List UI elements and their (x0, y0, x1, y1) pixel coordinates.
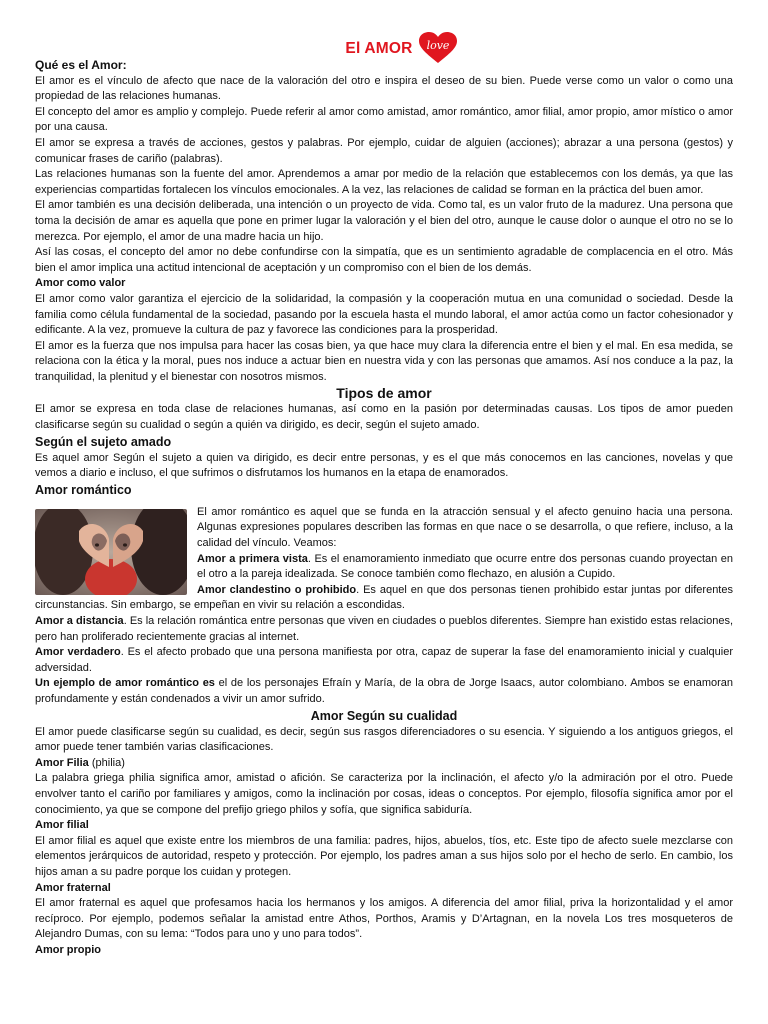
heading-segun-sujeto: Según el sujeto amado (35, 434, 172, 449)
page-title: El AMOR (345, 40, 413, 57)
heading-amor-romantico: Amor romántico (35, 482, 132, 497)
heading-amor-como-valor: Amor como valor (35, 277, 126, 290)
couple-hands-heart-photo (35, 509, 187, 595)
term-definition: . Es el enamoramiento inmediato que ocurre entre dos personas cuando proyectan en el otro a la pareja idealizada. Se conoce también como flechazo, en alusión a Cupido. (197, 552, 733, 581)
term-note: (philia) (88, 756, 125, 769)
paragraph: El amor es la fuerza que nos impulsa para hacer las cosas bien, ya que hace muy clara la diferencia entre el bien y el mal. En esa medida, se relaciona con la ética y la moral, pues nos induce a actuar bien en nuestra vida y con las personas que amamos. Así nos conduce a la paz, la tranquilidad, la plenitud y el bienestar con nosotros mismos. (35, 339, 733, 383)
heading-que-es-el-amor: Qué es el Amor: (35, 58, 127, 72)
paragraph-ejemplo (35, 676, 733, 707)
term-definition: . Es el afecto probado que una persona manifiesta por otra, capaz de superar la fase del enamoramiento inicial y cualquier adversidad. (35, 646, 733, 674)
term: Un ejemplo de amor romántico es (35, 677, 215, 690)
heading-tipos-de-amor: Tipos de amor (336, 385, 432, 402)
paragraph: El amor como valor garantiza el ejercicio de la solidaridad, la compasión y la cooperación mutua en una comunidad o sociedad. Desde la familia como célula fundamental de la sociedad, pasando por la escuela hasta el mundo laboral, el amor actúa como un factor cohesionador y edificante. A la vez, promueve la cultura de paz y favorece las condiciones para la prosperidad. (35, 292, 733, 337)
term-definition: el de los personajes Efraín y María, de la obra de Jorge Isaacs, autor colombiano. Ambos se enamoran profundamente y están condenados a vivir un amor sufrido. (35, 677, 734, 705)
paragraph: El amor romántico es aquel que se funda en la atracción sensual y el afecto genuino hacia una persona. Algunas expresiones populares describen las formas en que nace o se desarrolla, o que refiere, incluso, a la calidad del vínculo. Veamos: (197, 505, 733, 550)
heading-segun-cualidad: Amor Según su cualidad (310, 708, 458, 723)
heading-amor-filia (35, 756, 733, 772)
term: Amor clandestino o prohibido (197, 583, 357, 596)
heading-amor-propio: Amor propio (35, 943, 101, 956)
term: Amor a distancia (35, 615, 124, 627)
term-definition: . Es aquel en que dos personas tienen prohibido estar juntas por diferentes circunstancias. Sin embargo, se empeñan en vivir su relación a escondidas. (35, 583, 733, 612)
heading-amor-filial: Amor filial (35, 819, 89, 832)
paragraph: El concepto del amor es amplio y complejo. Puede referir al amor como amistad, amor romántico, amor filial, amor propio, amor místico o amor por una causa. (35, 105, 733, 134)
paragraph: El amor puede clasificarse según su cualidad, es decir, según sus rasgos diferenciadores o su esencia. Y siguiendo a los antiguos griegos, el amor puede tener también varias clasificaciones. (35, 725, 733, 754)
paragraph: El amor se expresa a través de acciones, gestos y palabras. Por ejemplo, cuidar de alguien (acciones); abrazar a una persona (gestos) y comunicar frases de cariño (palabras). (35, 136, 733, 165)
paragraph: El amor filial es aquel que existe entre los miembros de una familia: padres, hijos, abuelos, tíos, etc. Este tipo de afecto suele mezclarse con elementos jerárquicos de autoridad, respeto y protección. Por ejemplo, los padres aman a sus hijos solo por el hecho de serlo. En cambio, los hijos aman a su padre porque los cuidan y protegen. (35, 834, 733, 878)
love-script-text: love (426, 39, 449, 52)
paragraph: El amor es el vínculo de afecto que nace de la valoración del otro e inspira el deseo de su bien. Puede verse como un valor o como una propiedad de las relaciones humanas. (35, 74, 733, 103)
term-definition: . Es la relación romántica entre personas que viven en ciudades o pueblos diferentes. Siempre han existido estas relaciones, pero han proliferado recientemente gracias al internet. (35, 615, 734, 643)
paragraph: El amor se expresa en toda clase de relaciones humanas, así como en la pasión por determinadas causas. Los tipos de amor pueden clasificarse según su cualidad o según a quién va dirigido, es decir, según el sujeto amado. (35, 403, 733, 432)
paragraph: El amor fraternal es aquel que profesamos hacia los hermanos y los amigos. A diferencia del amor filial, priva la horizontalidad y el amor recíproco. Por ejemplo, podemos señalar la amistad entre Athos, Porthos, Aramis y D’Artagnan, en la novela Los tres mosqueteros de Alejandro Dumas, con su lema: “Todos para uno y uno para todos”. (35, 897, 733, 941)
paragraph-amor-distancia (35, 614, 733, 645)
photo-illustration (35, 509, 187, 595)
heading-amor-fraternal: Amor fraternal (35, 881, 111, 894)
paragraph: Es aquel amor Según el sujeto a quien va dirigido, es decir entre personas, y es el que más conocemos en las canciones, novelas y que vemos a diario e incluso, el que sufrimos o disfrutamos los humanos en la etapa de enamorados. (35, 451, 733, 480)
paragraph: El amor también es una decisión deliberada, una intención o un proyecto de vida. Como tal, es un valor fruto de la madurez. Una persona que toma la decisión de amar es aquella que pone en primer lugar la valoración y el bien del otro, aunque le cause dolor o aunque el otro no se lo merezca. Por ejemplo, el amor de una madre hacia un hijo. (35, 199, 733, 243)
paragraph: Así las cosas, el concepto del amor no debe confundirse con la simpatía, que es un sentimiento agradable de complacencia en el otro. Más bien el amor implica una actitud intencional de aceptación y un compromiso con el bien de los demás. (35, 246, 733, 274)
paragraph: La palabra griega philia significa amor, amistad o afición. Se caracteriza por la inclinación, el afecto y/o la admiración por el otro. Puede envolver tanto el cariño por familiares y amigos, como la inclinación por cosas, ideas o conceptos. Por ejemplo, filosofía significa amor por el conocimiento, ya que se compone del prefijo griego philos y sofía, que significa sabiduría. (35, 772, 733, 816)
paragraph-amor-verdadero (35, 645, 733, 676)
term: Amor verdadero (35, 646, 121, 659)
document-body (35, 58, 733, 958)
term: Amor Filia (35, 756, 89, 769)
term: Amor a primera vista (197, 552, 308, 565)
paragraph: Las relaciones humanas son la fuente del amor. Aprendemos a amar por medio de la relación que establecemos con los demás, ya que las experiencias compartidas fortalecen los vínculos emocionales. A la vez, las relaciones de calidad se forman en la práctica del buen amor. (35, 168, 733, 196)
